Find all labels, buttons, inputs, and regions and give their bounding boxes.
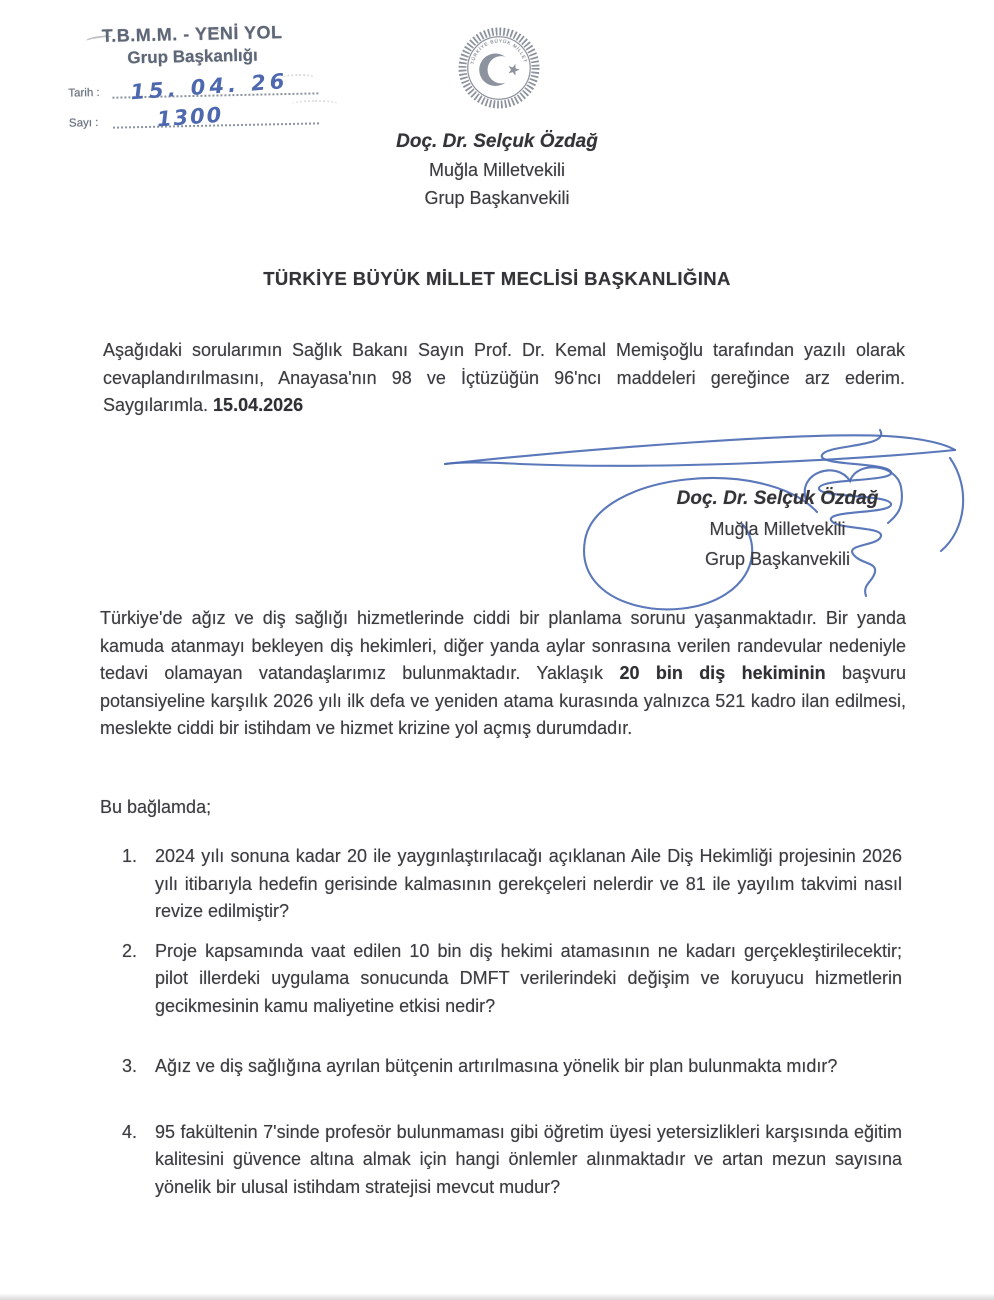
- question-number: 4.: [122, 1121, 138, 1142]
- signer-title-role: Grup Başkanvekili: [704, 549, 851, 569]
- question-item-3: [122, 1053, 902, 1081]
- svg-text:TÜRKİYE BÜYÜK MİLLET: TÜRKİYE BÜYÜK MİLLET: [469, 38, 529, 65]
- letterhead-name-block: [0, 128, 994, 212]
- question-text: 2024 yılı sonuna kadar 20 ile yaygınlaştırılacağı açıklanan Aile Diş Hekimliği projesinin 2026 yılı itibarıyla hedefin gerisinde kalmasının gerekçeleri nelerdir ve 81 ile yayılım takvimi nasıl revize edilmiştir?: [155, 846, 902, 921]
- stamp-group-line: Grup Başkanlığı: [127, 45, 258, 68]
- question-list: [122, 843, 902, 1201]
- intro-paragraph: [103, 337, 905, 420]
- stamp-number-line: [113, 102, 319, 132]
- intro-text: Aşağıdaki sorularımın Sağlık Bakanı Sayın Prof. Dr. Kemal Memişoğlu tarafından yazılı olarak cevaplandırılmasını, Anayasa'nın 98 ve İçtüzüğün 96'ncı maddeleri gereğince arz ederim. Saygılarımla.: [103, 340, 905, 415]
- author-title-role: Grup Başkanvekili: [424, 188, 570, 208]
- stamp-org-line: T.B.M.M. - YENİ YOL: [101, 22, 283, 46]
- stamp-date-line: [112, 68, 318, 105]
- signer-name: Doç. Dr. Selçuk Özdağ: [676, 488, 879, 509]
- stamp-date-label: Tarih :: [68, 86, 100, 100]
- submission-date: 15.04.2026: [213, 395, 304, 415]
- question-item-1: [122, 843, 902, 926]
- question-number: 2.: [122, 940, 138, 961]
- body-text-2: başvuru potansiyeline karşılık 2026 yılı ilk defa ve yeniden atama kurasında yalnızca 521 kadro ilan edilmesi, meslekte ciddi bir istihdam ve hizmet krizine yol açmış durumdadır.: [100, 663, 907, 738]
- handwritten-number: 1300: [156, 102, 225, 132]
- signer-title-province: Muğla Milletvekili: [709, 519, 846, 539]
- stamp-number-label: Sayı :: [68, 116, 99, 130]
- question-text: Ağız ve diş sağlığına ayrılan bütçenin artırılmasına yönelik bir plan bulunmakta mıdır?: [155, 1056, 838, 1076]
- question-item-2: [122, 938, 902, 1021]
- handwritten-date: 15. 04. 26: [129, 68, 290, 105]
- stamp-date-row: [68, 68, 318, 105]
- addressee-title: TÜRKİYE BÜYÜK MİLLET MECLİSİ BAŞKANLIĞINA: [263, 268, 731, 289]
- question-item-4: [122, 1119, 902, 1202]
- registry-stamp: [67, 21, 319, 132]
- author-title-province: Muğla Milletvekili: [428, 160, 566, 180]
- body-bold-phrase: 20 bin diş hekiminin: [619, 663, 826, 683]
- signature-block: [555, 484, 994, 574]
- question-text: 95 fakültenin 7'sinde profesör bulunmaması gibi öğretim üyesi yetersizlikleri karşısında eğitim kalitesini güvence altına almak için hangi önlemler alınmaktadır ve artan mezun sayısına yönelik bir ulusal istihdam stratejisi mevcut mudur?: [155, 1121, 902, 1197]
- question-text: Proje kapsamında vaat edilen 10 bin diş hekimi atamasının ne kadarı gerçekleştirilecektir; pilot illerdeki uygulama sonucunda DMFT verilerindeki değişim ve koruyucu hizmetlerin gecikmesinin kamu maliyetine etkisi nedir?: [155, 940, 902, 1016]
- question-number: 3.: [122, 1056, 138, 1076]
- context-line: Bu bağlamda;: [100, 797, 212, 817]
- body-text-1: Türkiye'de ağız ve diş sağlığı hizmetlerinde ciddi bir planlama sorunu yaşanmaktadır. Bir yanda kamuda atanmayı bekleyen diş hekimleri, diğer yanda aylar sonrasına verilen randevular nedeniyle tedavi olamayan vatandaşlarımız bulunmaktadır. Yaklaşık: [100, 608, 906, 683]
- author-name: Doç. Dr. Selçuk Özdağ: [396, 131, 598, 152]
- tbmm-seal-icon: [455, 24, 543, 112]
- question-number: 1.: [122, 846, 138, 866]
- body-paragraph: [100, 605, 906, 743]
- stamp-number-row: [68, 102, 319, 132]
